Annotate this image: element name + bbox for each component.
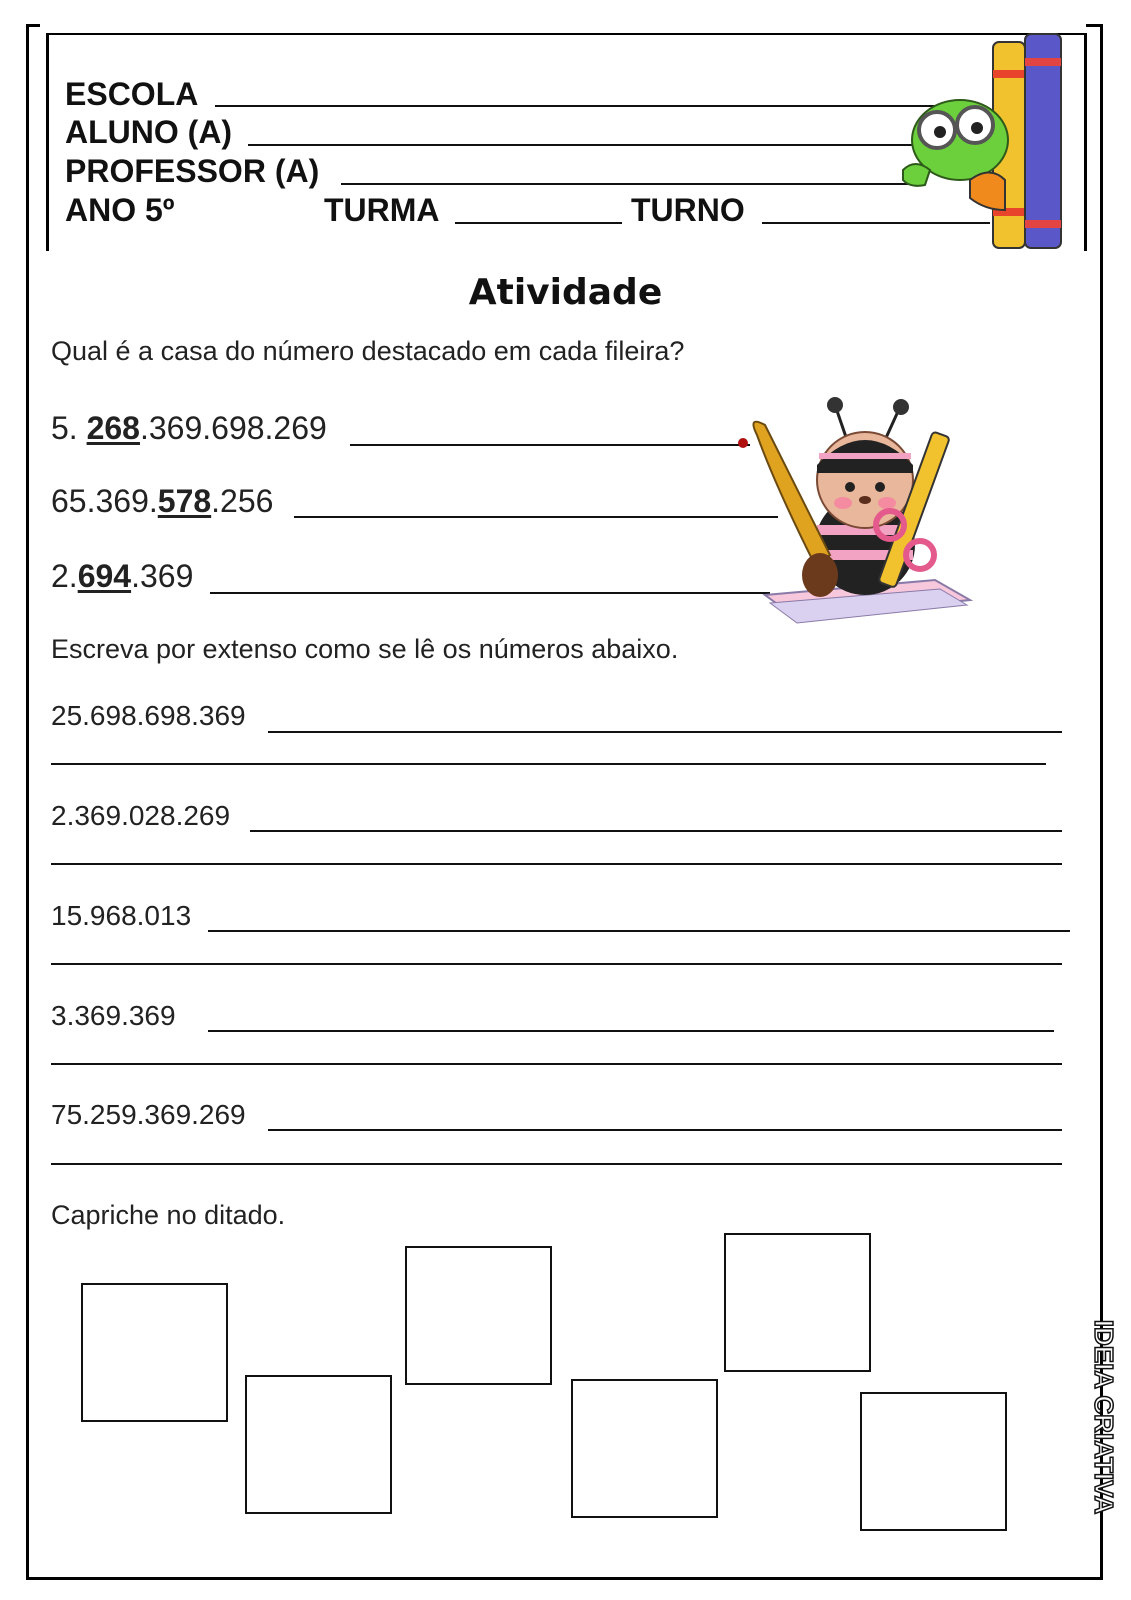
books-with-frog-icon: [895, 30, 1075, 252]
bee-bear-with-school-supplies-icon: [735, 395, 975, 630]
place-value-item-3: [51, 558, 193, 595]
write-line-4a[interactable]: [208, 1030, 1054, 1032]
item-3-after: .369: [131, 558, 194, 594]
dictation-box-3[interactable]: [405, 1246, 552, 1385]
write-line-4b[interactable]: [51, 1063, 1062, 1065]
number-to-write-5: 75.259.369.269: [51, 1099, 246, 1130]
page-border-top-right: [1086, 24, 1103, 27]
write-line-2a[interactable]: [250, 830, 1062, 832]
professor-label: PROFESSOR (A): [65, 153, 320, 189]
page-title: Atividade: [468, 272, 663, 313]
page-border-bottom: [26, 1577, 1103, 1580]
header-border-right: [1084, 33, 1087, 251]
write-line-5a[interactable]: [268, 1129, 1062, 1131]
place-value-item-2: [51, 483, 273, 520]
write-line-1a[interactable]: [268, 731, 1062, 733]
answer-line-1[interactable]: [350, 444, 750, 446]
escola-field[interactable]: [215, 105, 950, 107]
ideia-criativa-watermark: [1082, 1292, 1122, 1542]
item-2-before: 65.369.: [51, 483, 158, 519]
page-border-top-left: [26, 24, 40, 27]
section1-question: Qual é a casa do número destacado em cada fileira?: [51, 336, 685, 366]
watermark-text: IDEIA CRIATIVA: [1089, 1319, 1120, 1515]
write-line-2b[interactable]: [51, 863, 1062, 865]
item-1-before: 5.: [51, 410, 87, 446]
number-to-write-1: 25.698.698.369: [51, 700, 246, 731]
dictation-box-2[interactable]: [245, 1375, 392, 1514]
turma-label: TURMA: [324, 192, 440, 228]
dictation-box-1[interactable]: [81, 1283, 228, 1422]
item-3-before: 2.: [51, 558, 78, 594]
aluno-label: ALUNO (A): [65, 114, 233, 150]
number-to-write-4: 3.369.369: [51, 1000, 176, 1031]
item-1-after: .369.698.269: [139, 410, 327, 446]
dictation-box-4[interactable]: [571, 1379, 718, 1518]
item-2-highlight: 578: [157, 483, 212, 519]
write-line-3b[interactable]: [51, 963, 1062, 965]
item-1-highlight: 268: [86, 410, 140, 446]
number-to-write-2: 2.369.028.269: [51, 800, 231, 831]
professor-field[interactable]: [341, 183, 911, 185]
section2-question: Escreva por extenso como se lê os números abaixo.: [51, 634, 679, 664]
answer-line-3[interactable]: [210, 592, 770, 594]
place-value-item-1: [51, 410, 327, 447]
turma-field[interactable]: [455, 222, 622, 224]
item-3-highlight: 694: [77, 558, 132, 594]
aluno-field[interactable]: [248, 144, 928, 146]
section3-question: Capriche no ditado.: [51, 1200, 286, 1230]
dictation-box-5[interactable]: [724, 1233, 871, 1372]
item-2-after: .256: [211, 483, 274, 519]
write-line-1b[interactable]: [51, 763, 1046, 765]
answer-line-2[interactable]: [294, 516, 778, 518]
dictation-box-6[interactable]: [860, 1392, 1007, 1531]
ano-label: ANO 5º: [65, 192, 175, 228]
write-line-5b[interactable]: [51, 1163, 1062, 1165]
number-to-write-3: 15.968.013: [51, 900, 192, 931]
header-border-left: [46, 33, 49, 251]
write-line-3a[interactable]: [208, 930, 1070, 932]
escola-label: ESCOLA: [65, 76, 199, 112]
page-border-left: [26, 24, 29, 1580]
turno-label: TURNO: [631, 192, 745, 228]
